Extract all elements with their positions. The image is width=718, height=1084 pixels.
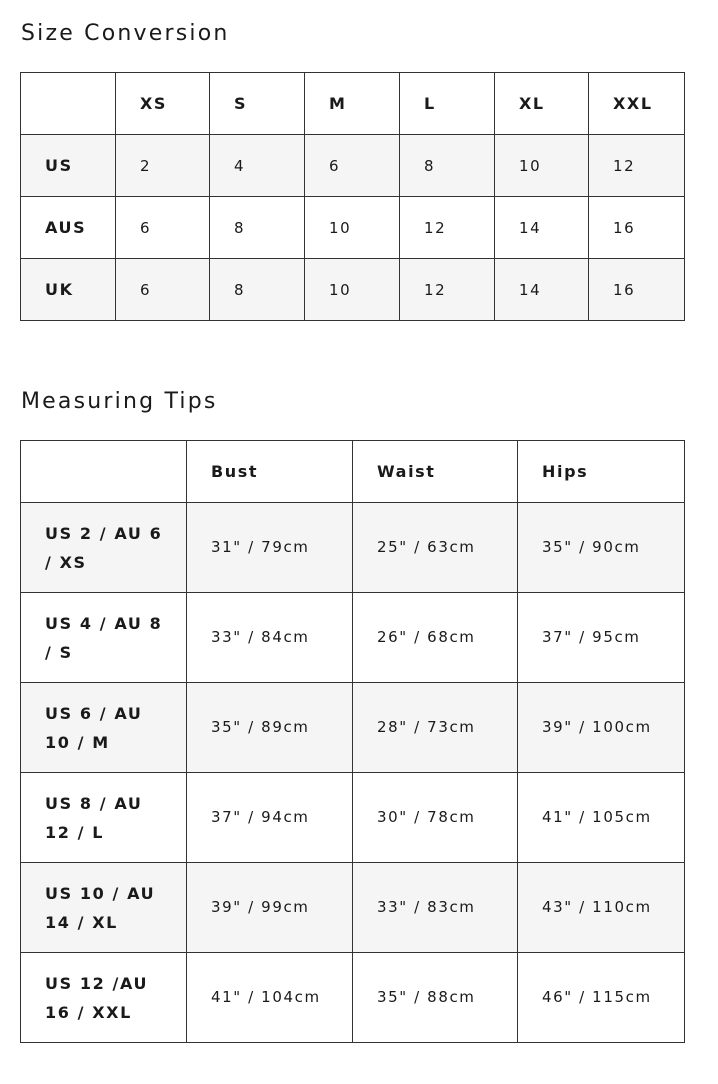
measuring-tips-table bbox=[20, 440, 685, 1043]
waist-cell: 30" / 78cm bbox=[353, 773, 518, 863]
column-header-xl: XL bbox=[495, 73, 589, 135]
waist-cell: 25" / 63cm bbox=[353, 503, 518, 593]
hips-cell: 39" / 100cm bbox=[518, 683, 685, 773]
table-cell: 16 bbox=[589, 259, 685, 321]
table-row bbox=[21, 135, 685, 197]
waist-cell: 33" / 83cm bbox=[353, 863, 518, 953]
row-label-us: US bbox=[21, 135, 116, 197]
bust-cell: 31" / 79cm bbox=[187, 503, 353, 593]
table-cell: 10 bbox=[305, 259, 400, 321]
column-header-xs: XS bbox=[116, 73, 210, 135]
column-header-empty bbox=[21, 441, 187, 503]
table-row bbox=[21, 683, 685, 773]
table-cell: 10 bbox=[305, 197, 400, 259]
table-row bbox=[21, 503, 685, 593]
bust-cell: 35" / 89cm bbox=[187, 683, 353, 773]
table-cell: 14 bbox=[495, 259, 589, 321]
table-cell: 12 bbox=[400, 259, 495, 321]
column-header-waist: Waist bbox=[353, 441, 518, 503]
table-cell: 14 bbox=[495, 197, 589, 259]
table-row bbox=[21, 197, 685, 259]
column-header-m: M bbox=[305, 73, 400, 135]
size-conversion-table bbox=[20, 72, 685, 321]
bust-cell: 39" / 99cm bbox=[187, 863, 353, 953]
table-row bbox=[21, 773, 685, 863]
column-header-xxl: XXL bbox=[589, 73, 685, 135]
table-cell: 8 bbox=[210, 259, 305, 321]
table-cell: 2 bbox=[116, 135, 210, 197]
column-header-l: L bbox=[400, 73, 495, 135]
table-cell: 4 bbox=[210, 135, 305, 197]
row-label-uk: UK bbox=[21, 259, 116, 321]
table-cell: 6 bbox=[116, 259, 210, 321]
table-row bbox=[21, 593, 685, 683]
table-row bbox=[21, 953, 685, 1043]
row-label-aus: AUS bbox=[21, 197, 116, 259]
row-label: US 6 / AU 10 / M bbox=[21, 683, 187, 773]
table-row bbox=[21, 863, 685, 953]
table-cell: 16 bbox=[589, 197, 685, 259]
waist-cell: 26" / 68cm bbox=[353, 593, 518, 683]
hips-cell: 41" / 105cm bbox=[518, 773, 685, 863]
row-label: US 12 /AU 16 / XXL bbox=[21, 953, 187, 1043]
table-header-row bbox=[21, 73, 685, 135]
bust-cell: 41" / 104cm bbox=[187, 953, 353, 1043]
column-header-empty bbox=[21, 73, 116, 135]
hips-cell: 37" / 95cm bbox=[518, 593, 685, 683]
bust-cell: 33" / 84cm bbox=[187, 593, 353, 683]
table-cell: 6 bbox=[116, 197, 210, 259]
table-header-row bbox=[21, 441, 685, 503]
row-label: US 2 / AU 6 / XS bbox=[21, 503, 187, 593]
column-header-hips: Hips bbox=[518, 441, 685, 503]
table-cell: 8 bbox=[400, 135, 495, 197]
column-header-bust: Bust bbox=[187, 441, 353, 503]
measuring-tips-title: Measuring Tips bbox=[21, 389, 218, 414]
waist-cell: 28" / 73cm bbox=[353, 683, 518, 773]
table-cell: 8 bbox=[210, 197, 305, 259]
hips-cell: 35" / 90cm bbox=[518, 503, 685, 593]
row-label: US 10 / AU 14 / XL bbox=[21, 863, 187, 953]
column-header-s: S bbox=[210, 73, 305, 135]
bust-cell: 37" / 94cm bbox=[187, 773, 353, 863]
row-label: US 8 / AU 12 / L bbox=[21, 773, 187, 863]
table-cell: 12 bbox=[400, 197, 495, 259]
waist-cell: 35" / 88cm bbox=[353, 953, 518, 1043]
hips-cell: 46" / 115cm bbox=[518, 953, 685, 1043]
hips-cell: 43" / 110cm bbox=[518, 863, 685, 953]
table-cell: 10 bbox=[495, 135, 589, 197]
row-label: US 4 / AU 8 / S bbox=[21, 593, 187, 683]
table-row bbox=[21, 259, 685, 321]
table-cell: 6 bbox=[305, 135, 400, 197]
size-conversion-title: Size Conversion bbox=[21, 21, 230, 46]
table-cell: 12 bbox=[589, 135, 685, 197]
